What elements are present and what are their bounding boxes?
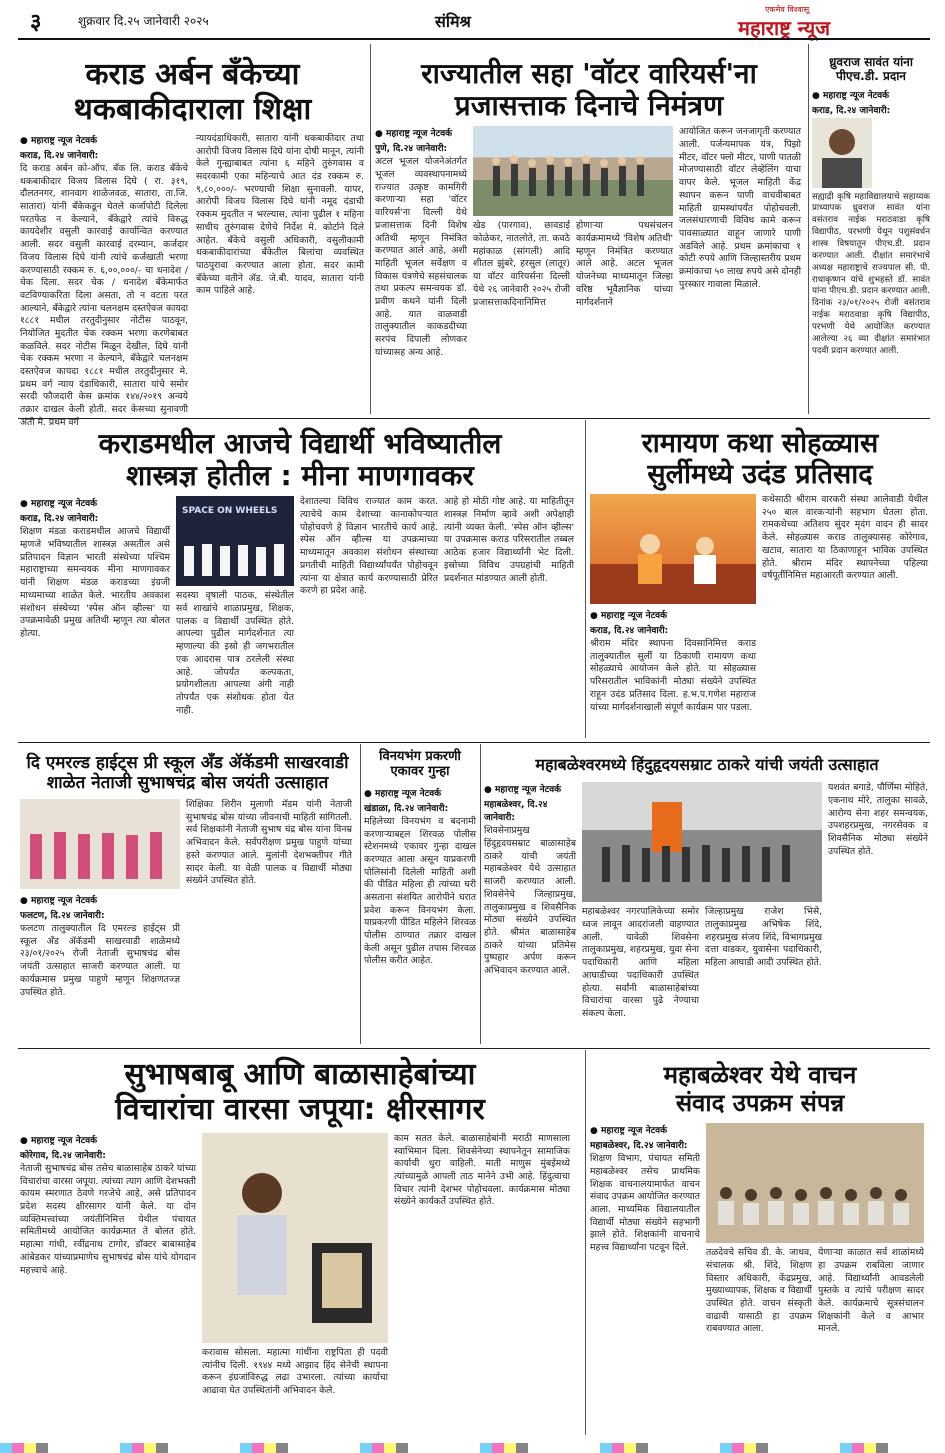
byline: ● महाराष्ट्र न्यूज नेटवर्क xyxy=(484,785,562,796)
headline: रामायण कथा सोहळ्यास xyxy=(641,428,879,459)
thackeray-event-photo xyxy=(582,782,822,902)
headline: विचारांचा वारसा जपूया: क्षीरसागर xyxy=(115,1091,485,1127)
article-body: जिल्हाप्रमुख राजेश भिसे, तालुकाप्रमुख अभिषेक शिंदे, शहरप्रमुख संजय शिंदे, विभागप्रमुख दत्ता वाडकर, युवासेना पदाधिकारी, महिला आघाडी आदी उपस्थित होते. xyxy=(705,906,822,969)
headline: संवाद उपक्रम संपन्न xyxy=(675,1088,845,1117)
article-body: शिक्षण मंडळ कराडमधील आजचे विद्यार्थी म्हणजे भविष्यातील शास्त्रज्ञ असतील असे प्रतिपादन विज्ञान भारती संस्थेच्या पश्चिम महाराष्ट्राच्या समन्वयक मीना माणगावकर यांनी शिक्षण मंडळ कराडच्या इंग्रजी माध्यमाच्या शाळेत केले. भारतीय अवकाश संशोधन संस्थेच्या 'स्पेस ऑन व्हील्स' या उपक्रमावेळी प्रमुख अतिथी म्हणून त्या बोलत होत्या. xyxy=(20,526,170,639)
article-body: आयोजित करून जनजागृती करण्यात आली. पर्जन्यमापक यंत्र, पिझो मीटर, वॉटर फ्लो मीटर, पाणी पातळी मोजण्यासाठी वॉटर लेव्हेलिंग याचा वापर केले. भूजल माहिती केंद्र स्थापन करून पाणी वाचवीबाबत माहिती ग्रामस्थांपर्यंत पोहोचवली. जलसंधारणाची विविध कामे करून पावसाळ्यात वाहून जाणारे पाणी अडविले आहे. प्रथम क्रमांकाचा १ कोटी रुपये आणि जिल्हास्तरीय प्रथम क्रमांकाचा ५० लाख रुपये असे दोनही पुरस्कार गावाला मिळाले. xyxy=(679,126,801,290)
article-body: नेताजी सुभाषचंद्र बोस तसेच बाळासाहेब ठाकरे यांच्या विचारांचा वारसा जपूया. त्यांच्या त्याग आणि देशभक्ती कायम स्मरणात ठेवणे गरजेचे आहे, असे प्रतिपादन प्रदेश सदस्य क्षीरसागर यांनी केले. या दोन व्यक्तिमत्त्वांच्या जयंतीनिमित्त येथील पंचायत समितीमध्ये आयोजित कार्यक्रमात ते बोलत होते. महात्मा गांधी, रवींद्रनाथ टागोर, डॉक्टर बाबासाहेब आंबेडकर यांच्याप्रमाणेच सुभाषचंद्र बोस यांचे योगदान महत्त्वाचे आहे. xyxy=(20,1163,196,1276)
article-body: काम सतत केले. बाळासाहेबांनी मराठी माणसाला स्वाभिमान दिला. शिवसेनेच्या स्थापनेतून सामाजिक कार्याची धुरा वाहिली. माती माणुस मुंबईमध्ये त्यांच्यामुळे आपली ताठ मानेने उभी आहे. हिंदुत्वाचा विचार त्यांनी देशभर पोहोचवला. कार्यक्रमास मोठ्या संख्येने कार्यकर्ते उपस्थित होते. xyxy=(394,1133,570,1208)
article-body: श्रीराम मंदिर स्थापना दिवसानिमित्त कराड तालुक्यातील सुर्ली या ठिकाणी रामायण कथा सोहळ्याचे आयोजन केले होते. या सोहळ्यास परिसरातील भाविकांनी मोठ्या संख्येने उपस्थित राहून उदंड प्रतिसाद दिला. ह.भ.प.गणेश महाराज यांच्या मार्गदर्शनाखाली संपूर्ण कार्यक्रम पार पडला. xyxy=(590,638,756,713)
headline: सुर्लीमध्ये उदंड प्रतिसाद xyxy=(647,459,873,491)
group-people-icon xyxy=(20,799,180,889)
article-body xyxy=(876,118,930,188)
section-name: संमिश्र xyxy=(435,12,471,31)
article-body: महिलेच्या विनयभंग व बदनामी करणाऱ्याबद्दल शिरवळ पोलीस स्टेशनमध्ये एकावर गुन्हा दाखल करण्यात आला असून याप्रकरणी पोलिसांनी दिलेली माहिती अशी की पीडित महिला ही त्यांच्या घरी असताना संशयित आरोपीने घरात प्रवेश करून विनयभंग केला. याप्रकरणी पीडित महिलेने शिरवळ पोलीस ठाण्यात तक्रार दाखल केली असून पुढील तपास शिरवळ पोलीस करीत आहेत. xyxy=(364,815,476,967)
dateline: पुणे, दि.२४ जानेवारी: xyxy=(375,144,448,155)
byline: ● महाराष्ट्र न्यूज नेटवर्क xyxy=(20,499,98,510)
headline: राज्यातील सहा 'वॉटर वारियर्स'ना xyxy=(421,57,757,90)
school-photo xyxy=(20,799,180,889)
article-body: फलटण तालुक्यातील दि एमरल्ड हाईट्स प्री स्कूल अँड ॲकॅडमी साखरवाडी शाळेमध्ये २३/०१/२०२५ रोजी नेताजी सुभाषचंद्र बोस जयंती उत्साहात साजरी करण्यात आली. या कार्यक्रमास प्रमुख पाहुणे म्हणून शिक्षणतज्ज्ञ उपस्थित होते. xyxy=(20,923,180,998)
water-warriors-photo xyxy=(473,126,673,216)
article-body: न्यायदंडाधिकारी, सातारा यांनी थकबाकीदार तथा आरोपी विजय विलास दिघे यांना दोषी मानून, त्यांनी केले गुन्ह्याबाबत त्यांना ६ महिने तुरुंगवास व सदरकामी एका महिन्याचे आत दंड रक्कम रु. ९,८०,०००/- भरण्याची शिक्षा सुनावली. यापर, आरोपी विजय विलास दिघे यांनी नमूद दंडाची रक्कम मुदतीत न भरल्यास, त्यांना पुढील १ महिना साधीच तुरुंगवास देणेचे निर्देश मे. कोर्टाने दिले आहेत. बँकेचे वसुली अधिकारी, वसुलीकामी थकबाकीदारांच्या बँकेतील बिलांचा व्यवस्थित पाठपुरावा करण्यात आला होता. सदर कामी बँकेच्या वतीने ॲड. जे.बी. यादव, सातारा यांनी काम पाहिले आहे. xyxy=(196,133,364,297)
dateline: कराड, दि.२४ जानेवारी: xyxy=(20,514,99,525)
byline: ● महाराष्ट्र न्यूज नेटवर्क xyxy=(20,1136,98,1146)
ramayan-photo xyxy=(590,494,756,604)
article-body: अटल भूजल योजनेअंतर्गत भूजल व्यवस्थापनामध्ये राज्यात उत्कृष्ट कामगिरी करणाऱ्या सहा 'वॉटर वारियर्स'ना दिल्ली येथे प्रजासत्ताक दिनी विशेष अतिथी म्हणून निमंत्रित करण्यात आले आहे, अशी माहिती भूजल सर्वेक्षण व विकास यंत्रणेचे सहसंचालक तथा प्रकल्प समन्वयक डॉ. प्रवीण कथने यांनी दिली आहे. यात वाळवाडी तालुक्यातील काकडदीच्या सरपंच दिपाली लोणकर यांच्यासह अन्य आहे. xyxy=(375,156,467,358)
article-body: खेड (पारगाव), छावडाई कोळेकर, नातलोते, ता. कवठे महांकाळ (सांगली) आदि शीतल झुंबरे, हरसुल (लातूर) या वॉटर वारियर्सना दिल्ली येथे २६ जानेवारी २०२५ रोजी प्रजासत्ताकदिनानिमित्त होणाऱ्या पथसंचलन कार्यक्रमामध्ये 'विशेष अतिथी' म्हणून निमंत्रित करण्यात आले आहे. अटल भूजल योजनेच्या माध्यमातून जिल्हा वरिष्ठ भूवैज्ञानिक यांच्या मार्गदर्शनाने xyxy=(473,220,673,308)
headline: महाबळेश्वर येथे वाचन xyxy=(663,1061,857,1089)
article-karad-bank xyxy=(20,44,365,428)
article-mahabaleshwar xyxy=(484,744,930,1044)
article-body: शिक्षिका शिरीन मुलाणी मॅडम यांनी नेताजी सुभाषचंद्र बोस यांच्या जीवनाची माहिती सांगितली. सर्व शिक्षकांनी नेताजी सुभाष चंद्र बोस यांना विनम्र अभिवादन केले. सर्वपरीक्षण प्रमुख पाहुणे यांच्या हस्ते करण्यात आले. मुलांनी देशभक्तीपर गीते सादर केली. या वेळी पालक व विद्यार्थी मोठ्या संख्येने उपस्थित होते. xyxy=(186,799,352,887)
page-header xyxy=(0,0,945,40)
headline: कराडमधील आजचे विद्यार्थी भविष्यातील xyxy=(98,427,502,460)
dateline: कराड, दि.२४ जानेवारी: xyxy=(812,105,891,116)
article-body: सदस्या वृषाली पाठक, संस्थेतील सर्व शाखांचे शाळाप्रमुख, शिक्षक, पालक व विद्यार्थी उपस्थित होते. आपल्या पुढील मार्गदर्शनात त्या म्हणाल्या की इस्रो ही जगभरातील एक आदरास पात्र ठरलेली संस्था आहे. जोपर्यंत कल्पकता, प्रयोगशीलता आपल्या अंगी नाही तोपर्यंत एक संशोधक होता येत नाही. xyxy=(176,590,294,716)
article-body: करावास सोसला. महात्मा गांधींना राष्ट्रपिता ही पदवी त्यांनीच दिली. १९४४ मध्ये आझाद हिंद सेनेची स्थापना करून इंग्रजांविरुद्ध लढा उभारला. त्यांच्या कार्याचा आढावा घेत उपस्थितांनी अभिवादन केले. xyxy=(202,1347,388,1397)
students-sitting-icon xyxy=(706,1123,924,1243)
article-water-warriors xyxy=(375,44,803,414)
issue-date: शुक्रवार दि.२५ जानेवारी २०२५ xyxy=(78,14,209,28)
kirtan-stage-icon xyxy=(590,494,756,604)
article-body: शिक्षण विभाग, पंचायत समिती महाबळेश्वर तसेच प्राथमिक शिक्षक वाचनालयामार्फत वाचन संवाद उपक्रम आयोजित करण्यात आला. माध्यमिक विद्यालयातील विद्यार्थी मोठ्या संख्येने सहभागी झाले होते. शिक्षकांनी वाचनाचे महत्त्व विद्यार्थ्यांना पटवून दिले. xyxy=(590,1153,700,1253)
article-subhashbabu xyxy=(20,1050,580,1435)
dateline: महाबळेश्वर, दि.२४ जानेवारी: xyxy=(484,800,548,824)
headline: कराड अर्बन बँकेच्या xyxy=(85,57,300,92)
dateline: कराड, दि.२४ जानेवारी: xyxy=(20,151,99,161)
page-number: ३ xyxy=(30,10,42,35)
byline: ● महाराष्ट्र न्यूज नेटवर्क xyxy=(590,611,668,622)
brand-logo: महाराष्ट्र न्यूज xyxy=(738,16,831,40)
byline: ● महाराष्ट्र न्यूज नेटवर्क xyxy=(590,1126,668,1137)
photo-caption: SPACE ON WHEELS xyxy=(182,506,278,517)
speaker-photo xyxy=(202,1133,388,1343)
dateline: महाबळेश्वर, दि.२४ जानेवारी: xyxy=(590,1141,688,1152)
headline: महाबळेश्वरमध्ये हिंदुहृदयसम्राट ठाकरे यांची जयंती उत्साहात xyxy=(535,755,879,774)
article-body: येणाऱ्या काळात सर्व शाळांमध्ये हा उपक्रम राबविला जाणार आहे. विद्यार्थ्यांनी आवडलेली पुस्तके व त्यांचे परीक्षण सादर केले. कार्यक्रमाचे सूत्रसंचालन शिक्षकांनी केले व आभार मानले. xyxy=(818,1247,924,1335)
byline: ● महाराष्ट्र न्यूज नेटवर्क xyxy=(375,129,453,140)
article-body: दि कराड अर्बन को-ऑप. बँक लि. कराड बँकेचे थकबाकीदार विजय विलास दिघे ( रा. ३१९, दौलतनगर, शानवाग शाळेजवळ, सातारा, ता.जि. सातारा) यांनी बँकेकडून घेतले कर्जापोटी दिलेला परतफेड न केल्याने, बँकेद्वारे त्यांचे विरुद्ध कायदेशीर वसुली कारवाई कार्यान्वित करण्यात आली. सदर वसुली कारवाई दरम्यान, कर्जदार विजय विलास दिघे यांनी त्यांचे कर्जखाती भरणा करण्यासाठी रक्कम रु. ६,००,०००/- चा धनादेश / चेक दिला. सदर चेक / धनादेश बँकेमार्फत वटविण्याकरिता दिला असता, तो न वटता परत आल्याने, बँकेद्वारे त्यांना चलनक्षम दस्तऐवज कायदा १८८१ मधील तरतुदीनुसार नोटीस पाठवून, नियोजित मुदतीत चेक रक्कम भरणा करणेबाबत कळविले. सदर नोटीस मिळून देखील, दिघे यांनी चेक रक्कम भरणा न केल्याने, बँकेद्वारे चलनक्षम दस्तऐवज कायदा १८८१ मधील तरतुदीनुसार मे. प्रथम वर्ग न्याय दंडाधिकारी, सातारा यांचे समोर सरदी फौजदारी केस क्रमांक १४४/२०१९ अन्वये तक्रार दाखल केली होती. सदर केसच्या सुनावणी अंती मे. प्रथम वर्ग xyxy=(20,163,188,428)
speaker-portrait-icon xyxy=(202,1133,388,1343)
dateline: खंडाळा, दि.२४ जानेवारी: xyxy=(364,803,449,814)
headline: पीएच.डी. प्रदान xyxy=(836,68,906,83)
headline: सुभाषबाबू आणि बाळासाहेबांच्या xyxy=(124,1057,476,1092)
byline: ● महाराष्ट्र न्यूज नेटवर्क xyxy=(364,788,442,799)
article-body: शिवसेनाप्रमुख हिंदुहृदयसम्राट बाळासाहेब ठाकरे यांची जयंती महाबळेश्वर येथे उत्साहात साजरी करण्यात आली. शिवसेनेचे जिल्हाप्रमुख, तालुकाप्रमुख व शिवसैनिक मोठ्या संख्येने उपस्थित होते. श्रीमंत बाळासाहेब ठाकरे यांच्या प्रतिमेस पुष्पहार अर्पण करून अभिवादन करण्यात आले. xyxy=(484,825,576,976)
students-photo xyxy=(176,496,294,586)
article-body: यशवंत बगाडे, पौर्णिमा मोहिते, एकनाथ मोरे, तालुका सावळे, आरोग्य सेना शहर समन्वयक, उपशहरप्रमुख, नगरसेवक व शिवसैनिक मोठ्या संख्येने उपस्थित होते. xyxy=(828,782,928,857)
headline: प्रजासत्ताक दिनाचे निमंत्रण xyxy=(454,89,724,123)
article-body: देशातल्या विविध राज्यात काम करत. त्याचेचे काम देशाच्या कानाकोपऱ्यात पोहोचवणे हे विज्ञान भारतीचे कार्य आहे. स्पेस ऑन व्हील्स या उपक्रमाच्या माध्यमातून अवकाश संशोधन संस्थाच्या प्रगतीची माहिती विद्यार्थ्यांपर्यंत पोहोचवून त्यांना या क्षेत्रात कार्य करण्यासाठी प्रेरित करणे हा प्रदेश आहे. xyxy=(300,496,438,597)
headline: विनयभंग प्रकरणी xyxy=(379,749,461,764)
headline: ध्रुवराज सावंत यांना xyxy=(829,55,913,69)
article-ramayan xyxy=(590,420,930,738)
person-portrait-icon xyxy=(812,118,872,188)
article-vinaybhang xyxy=(364,744,476,1044)
article-body: आहे हो मोठी गोष्ट आहे. या माहितीतून शास्त्रज्ञ निर्माण व्हावे अशी अपेक्षाही त्यांनी व्यक्त केली. 'स्पेस ऑन व्हील्स' या उपक्रमास कराड परिसरातील तब्बल आठेक हजार विद्यार्थ्यांनी भेट दिली. इस्रोच्या विविध उपग्रहांची माहिती प्रदर्शनात मांडण्यात आली होती. xyxy=(444,496,574,584)
brand-tag: एकमेव विश्वासू xyxy=(765,5,810,14)
headline: शाळेत नेताजी सुभाषचंद्र बोस जयंती उत्साहात xyxy=(46,772,329,793)
classroom-photo xyxy=(706,1123,924,1243)
article-body: तळदेवचे सचिव डी. के. जाधव, संचालक श्री. शिंदे, शिक्षण विस्तार अधिकारी, केंद्रप्रमुख, मुख्याध्यापक, शिक्षक व विद्यार्थी उपस्थित होते. वाचन संस्कृती वाढावी यासाठी हा उपक्रम राबवण्यात आला. xyxy=(706,1247,812,1335)
dateline: कोरेगाव, दि.२४ जानेवारी: xyxy=(20,1151,106,1161)
group-people-icon xyxy=(176,496,294,586)
group-people-icon xyxy=(473,126,673,216)
color-registration-bar xyxy=(0,1443,945,1453)
article-body: कथेसाठी श्रीराम वारकरी संस्था आलेवाडी येथील २५० बाल वारकऱ्यांनी सहभाग घेतला होता. रामकथेच्या अतिशय सुंदर मृदंग वादन ही सादर केले. सोहळ्यास कराड तालुक्यासह कोरेगाव, खटाव, सातारा या ठिकाणाहून भाविक उपस्थित होते. श्रीराम मंदिर स्थापनेच्या पहिल्या वर्षपूर्तीनिमित्त महाआरती करण्यात आली. xyxy=(762,494,928,582)
dateline: फलटण, दि.२४ जानेवारी: xyxy=(20,911,105,922)
portrait-photo xyxy=(812,118,872,188)
article-vachan xyxy=(590,1050,930,1435)
headline: दि एमरल्ड हाईट्स प्री स्कूल अँड ॲकॅडमी साखरवाडी xyxy=(26,753,349,773)
article-school xyxy=(20,744,355,1044)
headline: शास्त्रज्ञ होतील : मीना माणगावकर xyxy=(126,459,474,493)
article-students xyxy=(20,420,580,738)
headline: थकबाकीदाराला शिक्षा xyxy=(73,91,312,127)
byline: ● महाराष्ट्र न्यूज नेटवर्क xyxy=(20,136,98,146)
byline: ● महाराष्ट्र न्यूज नेटवर्क xyxy=(20,896,98,907)
crowd-icon xyxy=(582,782,822,902)
article-body: सह्याद्री कृषि महाविद्यालयाचे सहाय्यक प्राध्यापक ध्रुवराज सावंत यांना वसंतराव नाईक मराठवाडा कृषि विद्यापीठ, परभणी येथून पशुसंवर्धन शास्त्र विषयातून पीएच.डी. प्रदान करण्यात आली. दीक्षांत समारंभाचे अध्यक्ष महाराष्ट्राचे राज्यपाल सी. पी. राधाकृष्णन यांचे शुभहस्ते डॉ. सावंत यांना पीएच.डी. प्रदान करण्यात आली. दिनांक २३/०१/२०२५ रोजी वसंतराव नाईक मराठवाडा कृषि विद्यापीठ, परभणी येथे आयोजित करण्यात आलेल्या २६ व्या दीक्षांत समारंभात पदवी प्रदान करण्यात आली. xyxy=(812,191,930,356)
article-body: महाबळेश्वर नगरपालिकेच्या समोर ध्वज लावून आदरांजली वाहण्यात आली. यावेळी शिवसेना तालुकाप्रमुख, शहरप्रमुख, युवा सेना पदाधिकारी आणि महिला आघाडीच्या पदाधिकारी उपस्थित होत्या. सर्वांनी बाळासाहेबांच्या विचारांचा वारसा पुढे नेण्याचा संकल्प केला. xyxy=(582,906,699,1019)
dateline: कराड, दि.२४ जानेवारी: xyxy=(590,626,669,637)
byline: ● महाराष्ट्र न्यूज नेटवर्क xyxy=(812,90,890,101)
headline: एकावर गुन्हा xyxy=(390,763,450,779)
article-dhruvraj xyxy=(812,44,930,414)
